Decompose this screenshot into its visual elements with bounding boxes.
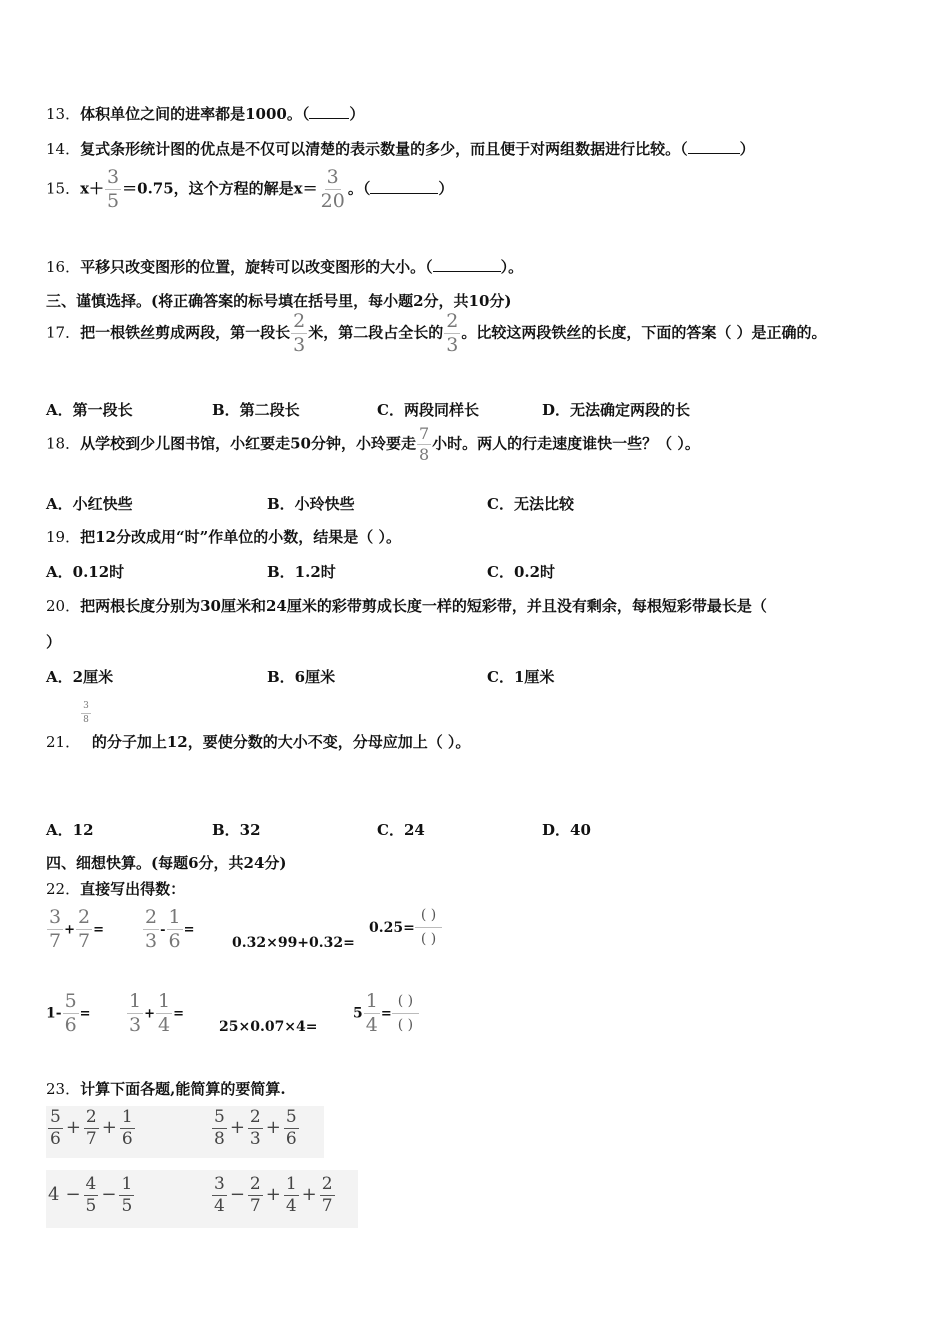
question-number: 17． <box>46 323 81 342</box>
option-c[interactable]: C．24 <box>377 821 425 839</box>
question-text: 把两根长度分别为30厘米和24厘米的彩带剪成长度一样的短彩带，并且没有剩余，每根短彩带最长是（ <box>80 597 767 615</box>
question-number: 21． <box>46 733 81 751</box>
option-b[interactable]: B．小玲快些 <box>267 495 355 513</box>
option-d[interactable]: D．40 <box>542 821 591 839</box>
question-20 <box>46 595 767 616</box>
option-c[interactable]: C．两段同样长 <box>377 401 479 419</box>
option-a[interactable]: A．小红快些 <box>46 495 133 513</box>
calc-1: $\frac{3}{7}$ + $\frac{2}{7}$ = <box>49 906 104 952</box>
question-text: 计算下面各题,能简算的要简算. <box>80 1080 286 1098</box>
fraction: $\frac{7}{8}$ <box>418 424 430 464</box>
calc-4: 0.25= ( ) ( ) <box>369 908 442 948</box>
option-b[interactable]: B．32 <box>212 821 261 839</box>
question-text: 平移只改变图形的位置，旋转可以改变图形的大小。（ <box>80 258 433 276</box>
section-4-title: 四、细想快算。(每题6分，共24分) <box>46 854 287 872</box>
answer-blank[interactable] <box>688 139 740 154</box>
question-text: 复式条形统计图的优点是不仅可以清楚的表示数量的多少，而且便于对两组数据进行比较。（ <box>80 140 688 158</box>
answer-blank[interactable] <box>433 257 501 272</box>
answer-blank[interactable] <box>370 179 438 194</box>
question-text: 把12分改成用“时”作单位的小数，结果是（ ）。 <box>80 528 401 546</box>
fraction: $\frac{3}{20}$ <box>320 166 345 212</box>
question-21: 21． $\frac{3}{8}$ 的分子加上12，要使分数的大小不变，分母应加上（ ）。 <box>46 700 471 751</box>
question-19 <box>46 526 401 547</box>
calc-2: $\frac{2}{3}$ - $\frac{1}{6}$ = <box>145 906 195 952</box>
expression-image-1: $\frac{5}{6}$ + $\frac{2}{7}$ + $\frac{1}{6}$ $\frac{5}{8}$ + $\frac{2}{3}$ + $\frac{5}{6}$ <box>46 1106 324 1158</box>
expression-image-2: 4 − $\frac{4}{5}$ − $\frac{1}{5}$ $\frac{3}{4}$ − $\frac{2}{7}$ + $\frac{1}{4}$ + $\frac{2}{7}$ <box>46 1170 358 1228</box>
option-b[interactable]: B．6厘米 <box>267 668 336 686</box>
question-20-close: ） <box>46 633 62 651</box>
fraction: $\frac{3}{5}$ <box>107 166 120 212</box>
section-3-title: 三、谨慎选择。(将正确答案的标号填在括号里，每小题2分，共10分) <box>46 292 512 310</box>
question-number: 13． <box>46 105 81 123</box>
question-text: 体积单位之间的进率都是1000。（ <box>80 105 310 123</box>
question-number: 20． <box>46 597 81 615</box>
question-17: 17．把一根铁丝剪成两段，第一段长 $\frac{2}{3}$ 米，第二段占全长的 $\frac{2}{3}$ 。比较这两段铁丝的长度，下面的答案（ ）是正确的。 <box>46 310 827 356</box>
question-number: 23． <box>46 1080 81 1098</box>
answer-fraction[interactable]: ( ) ( ) <box>392 994 419 1034</box>
question-number: 15． <box>46 179 81 198</box>
question-15: 15．x＋ $\frac{3}{5}$ ＝0.75，这个方程的解是x＝ $\frac{3}{20}$ 。（ ） <box>46 166 454 212</box>
fraction: $\frac{2}{3}$ <box>446 310 459 356</box>
calc-7: 25×0.07×4= <box>219 1019 318 1035</box>
option-a[interactable]: A．第一段长 <box>46 401 133 419</box>
calc-8: 5 $\frac{1}{4}$ = ( ) ( ) <box>353 992 419 1035</box>
calc-5: 1- $\frac{5}{6}$ = <box>46 990 91 1036</box>
option-c[interactable]: C．0.2时 <box>487 563 556 581</box>
question-18: 18．从学校到少儿图书馆，小红要走50分钟，小玲要走 $\frac{7}{8}$ 小时。两人的行走速度谁快一些？（ ）。 <box>46 424 700 464</box>
question-16: 16．平移只改变图形的位置，旋转可以改变图形的大小。（ ）。 <box>46 258 524 276</box>
answer-fraction[interactable]: ( ) ( ) <box>415 908 442 948</box>
calc-6: $\frac{1}{3}$ + $\frac{1}{4}$ = <box>129 990 184 1036</box>
option-c[interactable]: C．1厘米 <box>487 668 555 686</box>
option-a[interactable]: A．2厘米 <box>46 668 114 686</box>
question-number: 14． <box>46 140 81 158</box>
option-d[interactable]: D．无法确定两段的长 <box>542 401 691 419</box>
fraction: $\frac{2}{3}$ <box>293 310 306 356</box>
option-a[interactable]: A．0.12时 <box>46 563 125 581</box>
option-c[interactable]: C．无法比较 <box>487 495 574 513</box>
question-number: 19． <box>46 528 81 546</box>
calc-3: 0.32×99+0.32= <box>232 935 355 951</box>
question-number: 22． <box>46 880 81 898</box>
question-14: 14．复式条形统计图的优点是不仅可以清楚的表示数量的多少，而且便于对两组数据进行比较。（ ） <box>46 140 755 158</box>
question-number: 18． <box>46 434 81 453</box>
question-23 <box>46 1078 286 1099</box>
question-22 <box>46 878 185 899</box>
answer-blank[interactable] <box>309 104 349 119</box>
question-13: 13．体积单位之间的进率都是1000。（ ） <box>46 105 365 123</box>
fraction: $\frac{3}{8}$ <box>83 700 89 725</box>
option-b[interactable]: B．第二段长 <box>212 401 300 419</box>
question-number: 16． <box>46 258 81 276</box>
option-b[interactable]: B．1.2时 <box>267 563 336 581</box>
option-a[interactable]: A．12 <box>46 821 94 839</box>
question-text: 直接写出得数： <box>80 880 186 898</box>
